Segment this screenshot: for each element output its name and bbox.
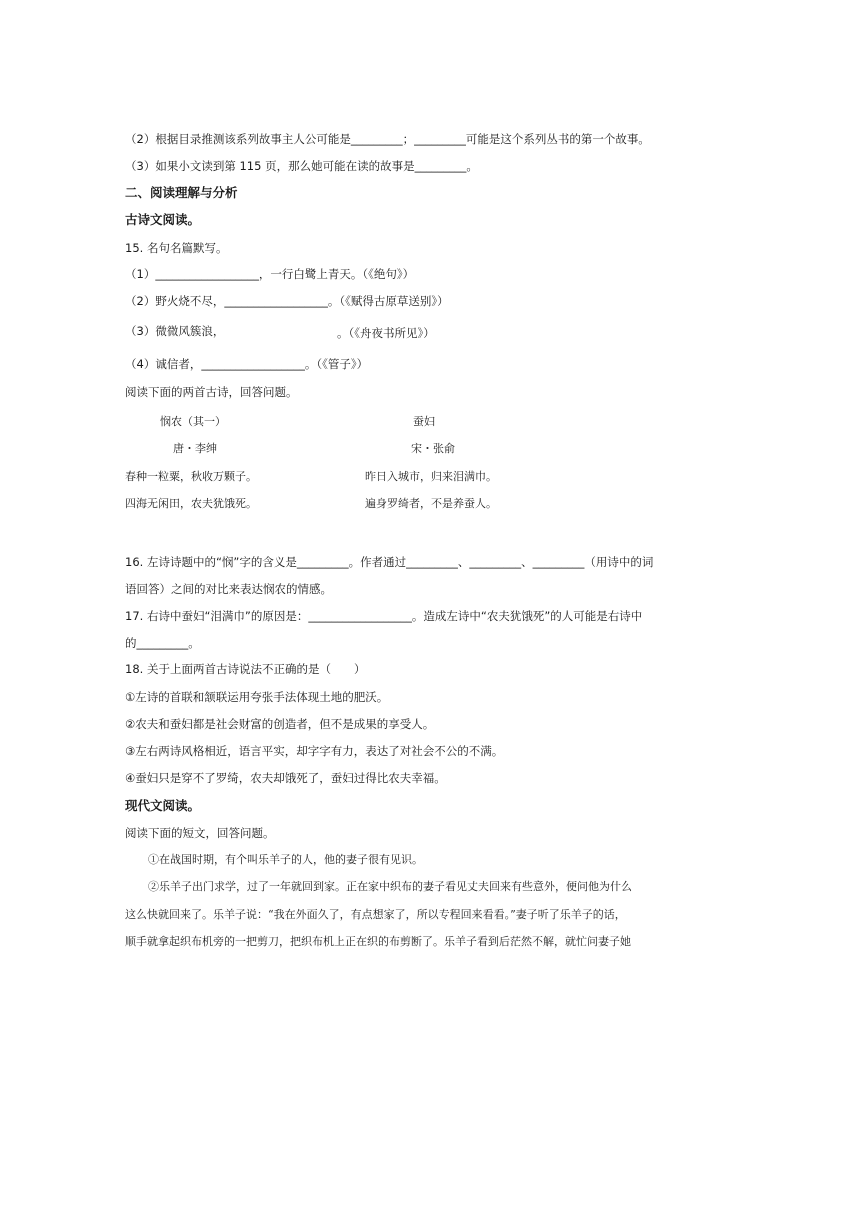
- poem-left-line-2: 四海无闲田，农夫犹饿死。: [125, 497, 257, 510]
- q18-option-1: ①左诗的首联和颔联运用夸张手法体现土地的肥沃。: [125, 690, 389, 704]
- poem-right-line-2: 遍身罗绮者，不是养蚕人。: [365, 497, 497, 510]
- passage-para-2-line-3: 顺手就拿起织布机旁的一把剪刀，把织布机上正在织的布剪断了。乐羊子看到后茫然不解，就忙问妻子她: [125, 935, 631, 948]
- poem-left-author: 唐・李绅: [173, 442, 217, 455]
- q16-line-2: 语回答）之间的对比来表达悯农的情感。: [125, 582, 332, 596]
- q15-stem: 15. 名句名篇默写。: [125, 241, 228, 255]
- q18-stem: 18. 关于上面两首古诗说法不正确的是（ ）: [125, 662, 366, 676]
- q15-item-1: （1）__________________，一行白鹭上青天。（《绝句》）: [125, 267, 415, 281]
- poem-right-title: 蚕妇: [413, 415, 435, 428]
- q15-item-3: （3）微微风簇浪，: [125, 324, 225, 338]
- q17-line-2: 的_________。: [125, 636, 200, 650]
- q14-item-3: （3）如果小文读到第 115 页，那么她可能在读的故事是_________。: [125, 159, 478, 173]
- section-heading: 二、阅读理解与分析: [125, 185, 238, 200]
- q18-option-3: ③左右两诗风格相近，语言平实，却字字有力，表达了对社会不公的不满。: [125, 744, 504, 758]
- q16-line-1: 16. 左诗诗题中的“悯”字的含义是_________。作者通过_________、_________、_________（用诗中的词: [125, 555, 654, 569]
- passage-para-1: ①在战国时期，有个叫乐羊子的人，他的妻子很有见识。: [148, 853, 423, 866]
- poem-left-title: 悯农（其一）: [160, 415, 226, 428]
- poem-intro: 阅读下面的两首古诗，回答问题。: [125, 385, 298, 399]
- poem-right-line-1: 昨日入城市，归来泪满巾。: [365, 470, 497, 483]
- q15-item-4: （4）诚信者，__________________。（《管子》）: [125, 357, 369, 371]
- poem-right-author: 宋・张俞: [411, 442, 455, 455]
- passage-para-2-line-2: 这么快就回来了。乐羊子说：“我在外面久了，有点想家了，所以专程回来看看。”妻子听了乐羊子的话，: [125, 908, 626, 921]
- subsection-heading-ancient: 古诗文阅读。: [125, 212, 201, 227]
- passage-para-2-line-1: ②乐羊子出门求学，过了一年就回到家。正在家中织布的妻子看见丈夫回来有些意外，便问他为什么: [148, 880, 632, 893]
- modern-intro: 阅读下面的短文，回答问题。: [125, 826, 275, 840]
- q18-option-2: ②农夫和蚕妇都是社会财富的创造者，但不是成果的享受人。: [125, 717, 435, 731]
- q15-item-3-source: 。（《舟夜书所见》）: [337, 326, 435, 340]
- q18-option-4: ④蚕妇只是穿不了罗绮，农夫却饿死了，蚕妇过得比农夫幸福。: [125, 771, 446, 785]
- poem-left-line-1: 春种一粒粟，秋收万颗子。: [125, 470, 257, 483]
- q17-line-1: 17. 右诗中蚕妇“泪满巾”的原因是：__________________。造成左诗中“农夫犹饿死”的人可能是右诗中: [125, 609, 643, 623]
- q14-item-2: （2）根据目录推测该系列故事主人公可能是_________；_________可能是这个系列丛书的第一个故事。: [125, 132, 650, 146]
- q15-item-2: （2）野火烧不尽，__________________。（《赋得古原草送别》）: [125, 294, 449, 308]
- subsection-heading-modern: 现代文阅读。: [125, 798, 201, 813]
